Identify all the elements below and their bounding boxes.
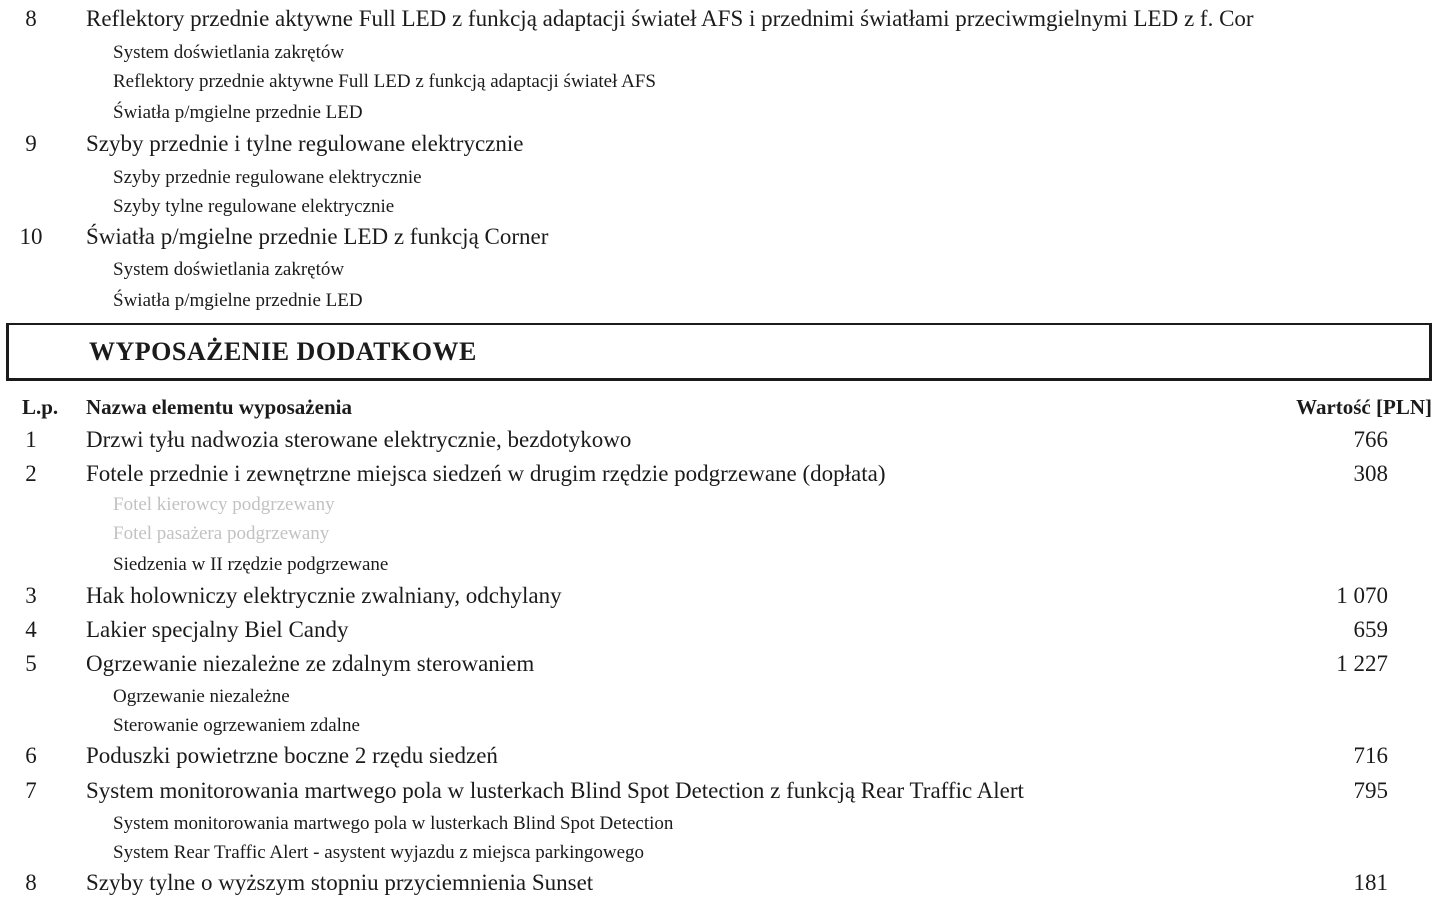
sub-item-name: Światła p/mgielne przednie LED [113,102,363,123]
item-value: 1 227 [1336,651,1388,676]
sub-item-name: Reflektory przednie aktywne Full LED z funkcją adaptacji świateł AFS [113,71,656,92]
item-number: 8 [25,6,37,31]
sub-item-name: Światła p/mgielne przednie LED [113,290,363,311]
sub-item-name: Szyby tylne regulowane elektrycznie [113,196,395,217]
item-value: 1 070 [1336,583,1388,608]
item-number: 1 [25,427,37,452]
section-title: WYPOSAŻENIE DODATKOWE [89,337,477,366]
item-name: Fotele przednie i zewnętrzne miejsca siedzeń w drugim rzędzie podgrzewane (dopłata) [86,461,886,486]
item-value: 766 [1353,427,1388,452]
item-name: Światła p/mgielne przednie LED z funkcją Corner [86,224,549,249]
item-number: 9 [25,131,37,156]
item-number: 7 [25,778,37,803]
item-number: 5 [25,651,37,676]
header-value: Wartość [PLN] [1296,395,1432,419]
item-name: Poduszki powietrzne boczne 2 rzędu siedzeń [86,743,498,768]
sub-item-name: Fotel pasażera podgrzewany [113,523,330,544]
header-lp: L.p. [22,395,59,419]
sub-item-name: System doświetlania zakrętów [113,42,345,63]
item-name: Szyby tylne o wyższym stopniu przyciemnienia Sunset [86,870,594,895]
item-name: Lakier specjalny Biel Candy [86,617,349,642]
sub-item-name: Szyby przednie regulowane elektrycznie [113,167,422,188]
section-heading-box [6,323,1432,381]
sub-item-name: Siedzenia w II rzędzie podgrzewane [113,554,389,575]
item-name: Szyby przednie i tylne regulowane elektrycznie [86,131,524,156]
sub-item-name: System monitorowania martwego pola w lusterkach Blind Spot Detection [113,813,674,834]
item-value: 181 [1353,870,1388,895]
item-value: 795 [1353,778,1388,803]
sub-item-name: Fotel kierowcy podgrzewany [113,494,335,515]
item-number: 10 [19,224,43,249]
item-number: 2 [25,461,37,486]
item-name: Reflektory przednie aktywne Full LED z funkcją adaptacji świateł AFS i przednimi światłami przeciwmgielnymi LED z f. Cor [86,6,1254,31]
item-value: 308 [1353,461,1388,486]
header-name: Nazwa elementu wyposażenia [86,395,352,419]
sub-item-name: System doświetlania zakrętów [113,259,345,280]
item-number: 8 [25,870,37,895]
sub-item-name: Ogrzewanie niezależne [113,686,290,707]
item-name: Hak holowniczy elektrycznie zwalniany, odchylany [86,583,562,608]
item-name: Ogrzewanie niezależne ze zdalnym sterowaniem [86,651,535,676]
item-number: 6 [25,743,37,768]
item-value: 659 [1353,617,1388,642]
sub-item-name: System Rear Traffic Alert - asystent wyjazdu z miejsca parkingowego [113,842,644,863]
item-name: System monitorowania martwego pola w lusterkach Blind Spot Detection z funkcją Rear Traffic Alert [86,778,1024,803]
item-number: 3 [25,583,37,608]
item-name: Drzwi tyłu nadwozia sterowane elektrycznie, bezdotykowo [86,427,632,452]
item-value: 716 [1353,743,1388,768]
item-number: 4 [25,617,37,642]
sub-item-name: Sterowanie ogrzewaniem zdalne [113,715,360,736]
